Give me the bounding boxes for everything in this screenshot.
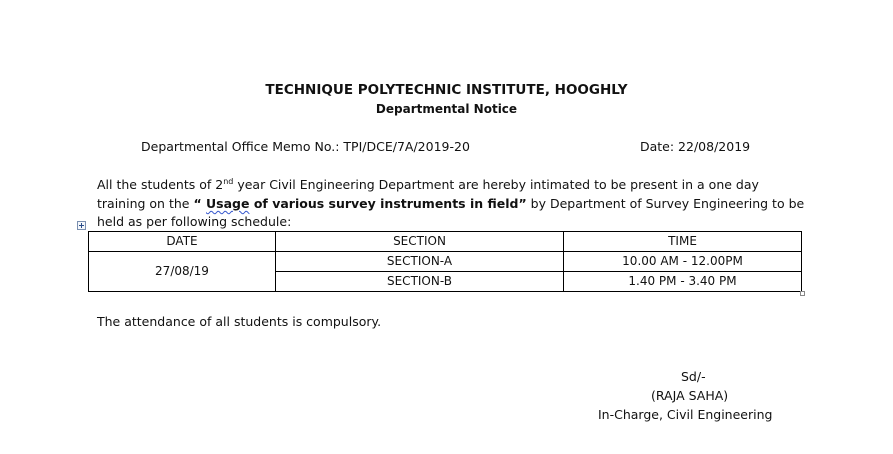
body-text: year Civil Engineering Department are hereby intimated to be present in a one day: [233, 177, 759, 192]
body-line-2: [97, 196, 804, 211]
date-cell: 27/08/19: [89, 252, 276, 292]
header-date: DATE: [89, 232, 276, 252]
signatory-title: In-Charge, Civil Engineering: [598, 407, 773, 422]
memo-date: Date: 22/08/2019: [640, 139, 751, 154]
time-cell: 1.40 PM - 3.40 PM: [564, 272, 802, 292]
section-cell: SECTION-B: [276, 272, 564, 292]
signatory-name: (RAJA SAHA): [651, 388, 729, 403]
table-header-row: [89, 232, 802, 252]
ordinal-suffix: nd: [223, 177, 234, 186]
table-move-handle-icon[interactable]: [77, 221, 86, 230]
header-section: SECTION: [276, 232, 564, 252]
body-text: by Department of Survey Engineering to be: [526, 196, 805, 211]
schedule-table: [88, 231, 802, 292]
body-line-1: [97, 177, 759, 192]
body-text: training on the: [97, 196, 194, 211]
spellcheck-word: Usage: [206, 196, 250, 211]
institute-title: TECHNIQUE POLYTECHNIC INSTITUTE, HOOGHLY: [265, 82, 628, 98]
table-resize-handle[interactable]: [800, 291, 805, 296]
training-topic: of various survey instruments in field”: [249, 196, 527, 211]
attendance-note: The attendance of all students is compulsory.: [97, 314, 382, 329]
body-line-3: held as per following schedule:: [97, 214, 292, 229]
open-quote: “: [193, 196, 207, 211]
body-text: All the students of 2: [97, 177, 224, 192]
table-row: [89, 252, 802, 272]
memo-number: Departmental Office Memo No.: TPI/DCE/7A/2019-20: [141, 139, 470, 154]
time-cell: 10.00 AM - 12.00PM: [564, 252, 802, 272]
header-time: TIME: [564, 232, 802, 252]
notice-title: Departmental Notice: [375, 102, 518, 116]
signature-mark: Sd/-: [681, 369, 706, 384]
section-cell: SECTION-A: [276, 252, 564, 272]
